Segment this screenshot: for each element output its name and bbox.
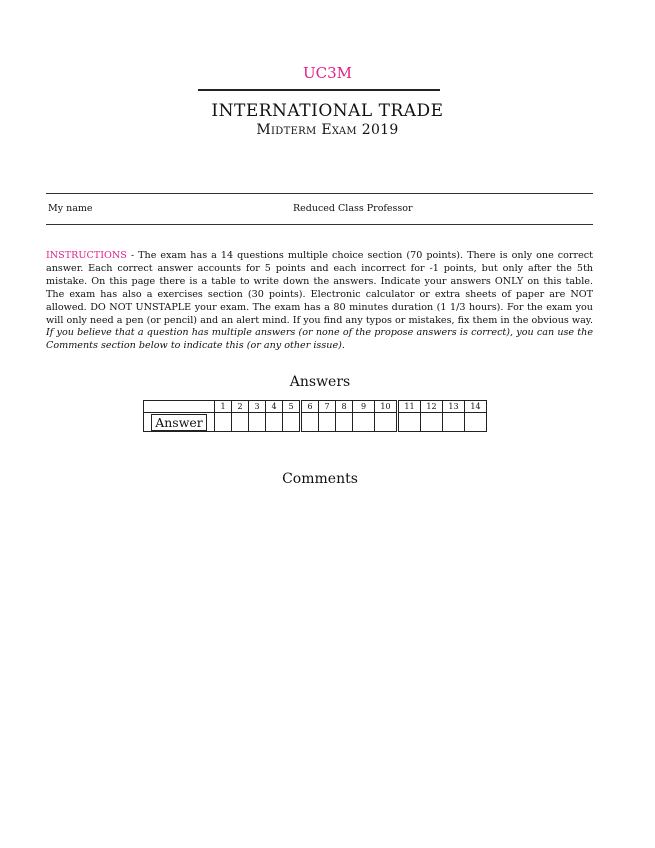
answer-cell-14[interactable]	[465, 413, 487, 432]
answer-cell-2[interactable]	[232, 413, 249, 432]
answer-cell-8[interactable]	[336, 413, 353, 432]
answer-cell-13[interactable]	[443, 413, 465, 432]
question-number: 14	[465, 401, 487, 413]
student-name-label: My name	[48, 203, 93, 214]
instructions-italic-note: If you believe that a question has multiple answers (or none of the propose answers is correct), you can use the Comments section below to indicate this (or any other issue).	[46, 327, 593, 352]
answer-row-label: Answer	[151, 414, 207, 431]
question-number: 3	[249, 401, 266, 413]
answer-cell-11[interactable]	[398, 413, 421, 432]
question-number: 8	[336, 401, 353, 413]
professor-label: Reduced Class Professor	[293, 203, 413, 214]
answer-cell-10[interactable]	[375, 413, 398, 432]
question-number: 11	[398, 401, 421, 413]
answer-row-label-cell	[144, 413, 215, 432]
question-number: 13	[443, 401, 465, 413]
answer-cell-9[interactable]	[353, 413, 375, 432]
question-number: 6	[301, 401, 319, 413]
answer-cell-4[interactable]	[266, 413, 283, 432]
answer-cell-3[interactable]	[249, 413, 266, 432]
subtitle-year: 2019	[361, 122, 399, 138]
exam-title: INTERNATIONAL TRADE	[211, 101, 444, 121]
question-number: 1	[215, 401, 232, 413]
question-number: 9	[353, 401, 375, 413]
answer-table-answer-row	[144, 413, 487, 432]
question-number: 2	[232, 401, 249, 413]
question-number: 4	[266, 401, 283, 413]
header-rule	[198, 89, 440, 91]
name-box-bottom-rule	[46, 224, 593, 225]
answer-table	[143, 400, 487, 432]
instructions-keyword: INSTRUCTIONS	[46, 250, 127, 261]
subtitle-word-exam: Exam	[321, 122, 357, 138]
answer-cell-5[interactable]	[283, 413, 301, 432]
answer-cell-6[interactable]	[301, 413, 319, 432]
answer-cell-12[interactable]	[421, 413, 443, 432]
answers-heading: Answers	[289, 374, 351, 390]
answer-cell-7[interactable]	[319, 413, 336, 432]
instructions-paragraph	[46, 250, 593, 353]
answer-table-header-row	[144, 401, 487, 413]
name-box-top-rule	[46, 193, 593, 194]
exam-subtitle	[0, 122, 655, 138]
question-number: 12	[421, 401, 443, 413]
instructions-body: - The exam has a 14 questions multiple choice section (70 points). There is only one correct answer. Each correct answer accounts for 5 points and each incorrect for -1 points, but only after the 5th mistake. On this page there is a table to write down the answers. Indicate your answers ONLY on this table. The exam has also a exercises section (30 points). Electronic calculator or extra sheets of paper are NOT allowed. DO NOT UNSTAPLE your exam. The exam has a 80 minutes duration (1 1/3 hours). For the exam you will only need a pen (or pencil) and an alert mind. If you find any typos or mistakes, fix them in the obvious way.	[46, 250, 593, 326]
subtitle-word-midterm: Midterm	[256, 122, 317, 138]
answer-table-corner-cell	[144, 401, 215, 413]
question-number: 10	[375, 401, 398, 413]
comments-heading: Comments	[282, 471, 358, 487]
question-number: 5	[283, 401, 301, 413]
question-number: 7	[319, 401, 336, 413]
university-logo-text: UC3M	[302, 64, 353, 82]
answer-cell-1[interactable]	[215, 413, 232, 432]
